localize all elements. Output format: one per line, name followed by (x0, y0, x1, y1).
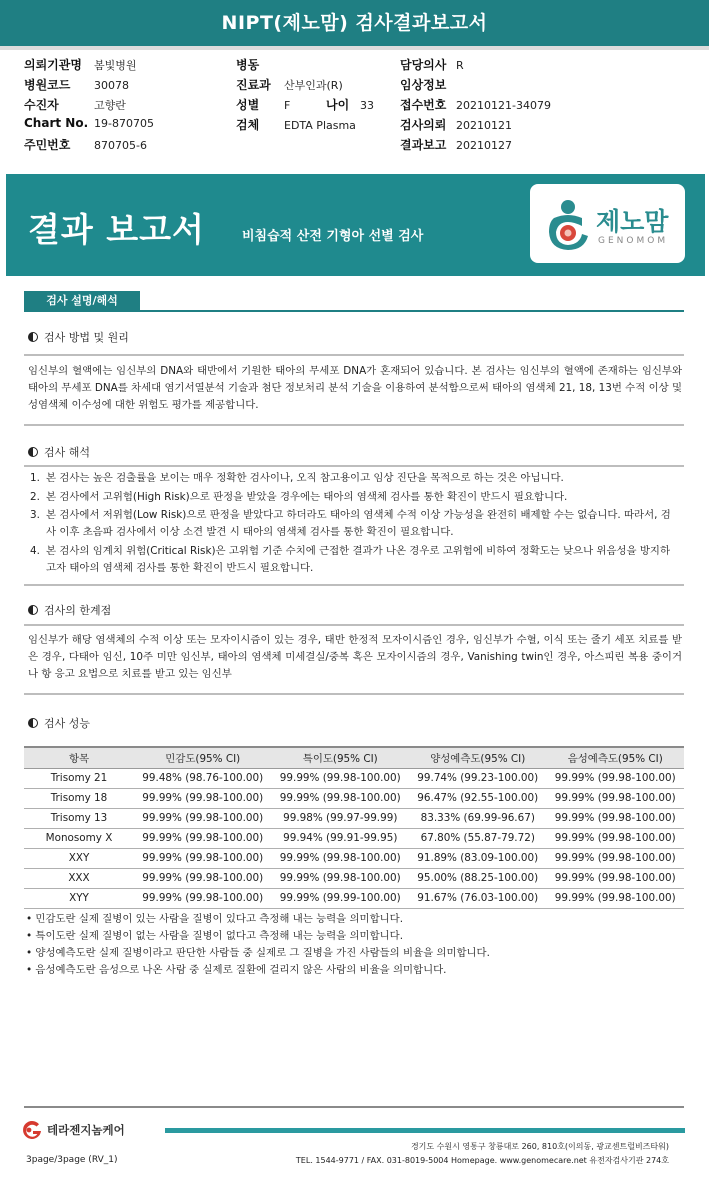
table-cell: XXX (24, 868, 134, 888)
info-label: Chart No. (24, 116, 89, 130)
column-header: 특이도(95% CI) (272, 747, 410, 768)
table-cell: 99.99% (99.98-100.00) (134, 788, 272, 808)
item-number: 2. (30, 490, 40, 503)
divider (24, 354, 684, 356)
company-name: 테라젠지놈케어 (47, 1123, 125, 1137)
section-divider (24, 310, 684, 312)
performance-notes (26, 911, 686, 979)
info-label: 성별 (236, 98, 260, 112)
list-item (30, 543, 680, 576)
company-address (296, 1140, 669, 1168)
terragen-g-icon (20, 1120, 44, 1140)
method-heading (28, 329, 129, 345)
section-tab: 검사 설명/해석 (24, 291, 140, 311)
info-value: 고향란 (94, 99, 126, 112)
table-cell: 99.99% (99.98-100.00) (547, 868, 685, 888)
table-cell: Trisomy 18 (24, 788, 134, 808)
table-row (24, 828, 684, 848)
table-row (24, 808, 684, 828)
table-cell: Trisomy 21 (24, 768, 134, 788)
address-line: 경기도 수원시 영통구 창룡대로 260, 810호(이의동, 광교센트럴비즈타워) (410, 1142, 669, 1151)
info-value: 870705-6 (94, 139, 147, 152)
info-label: 결과보고 (400, 138, 447, 152)
info-specimen (236, 116, 356, 133)
company-logo (20, 1120, 150, 1140)
table-row (24, 788, 684, 808)
table-cell: 99.98% (99.97-99.99) (272, 808, 410, 828)
table-cell: 99.99% (99.98-100.00) (547, 828, 685, 848)
info-patient (24, 96, 126, 113)
info-hospital (24, 56, 137, 73)
info-age (326, 96, 374, 113)
note-line: • 특이도란 실제 질병이 없는 사람을 질병이 없다고 측정해 내는 능력을 의미합니다. (26, 930, 403, 942)
divider (24, 584, 684, 586)
info-value: 산부인과(R) (284, 79, 343, 92)
table-cell: 83.33% (69.99-96.67) (409, 808, 547, 828)
banner-title: 결과 보고서 (28, 210, 205, 249)
info-clinical (400, 76, 456, 93)
table-cell: 99.94% (99.91-99.95) (272, 828, 410, 848)
interpretation-list (30, 470, 680, 576)
info-label: 병동 (236, 58, 260, 72)
table-cell: 99.99% (99.98-100.00) (272, 788, 410, 808)
heading-text: 검사 방법 및 원리 (44, 331, 129, 344)
item-text: 본 검사는 높은 검출률을 보이는 매우 정확한 검사이나, 오직 참고용이고 임상 진단을 목적으로 하는 것은 아닙니다. (46, 472, 564, 484)
item-text: 본 검사에서 고위험(High Risk)으로 판정을 받았을 경우에는 태아의 염색체 검사를 통한 확진이 반드시 필요합니다. (46, 490, 568, 503)
table-row (24, 768, 684, 788)
table-cell: 99.99% (99.98-100.00) (134, 828, 272, 848)
column-header: 항목 (24, 747, 134, 768)
divider (24, 693, 684, 695)
logo-text: 제노맘 (596, 207, 669, 236)
table-cell: 99.99% (99.98-100.00) (272, 848, 410, 868)
note-line: • 양성예측도란 실제 질병이라고 판단한 사람들 중 실제로 그 질병을 가진 사람들의 비율을 의미합니다. (26, 947, 490, 959)
info-hospital-code (24, 76, 129, 93)
half-circle-icon (28, 332, 38, 342)
genomom-mother-icon (544, 198, 592, 250)
info-label: 진료과 (236, 78, 271, 92)
half-circle-icon (28, 718, 38, 728)
half-circle-icon (28, 605, 38, 615)
item-text: 본 검사의 임계치 위험(Critical Risk)은 고위험 기준 수치에 근접한 결과가 나온 경우로 고위험에 비하여 정확도는 낮으나 위음성을 방지하고자 태아의 염색체 검사를 통한 확진이 반드시 필요합니다. (46, 544, 670, 574)
table-cell: 99.99% (99.98-100.00) (547, 788, 685, 808)
info-doctor (400, 56, 464, 73)
footer-divider (24, 1106, 684, 1108)
info-value: 30078 (94, 79, 129, 92)
table-row (24, 848, 684, 868)
table-cell: Trisomy 13 (24, 808, 134, 828)
contact-line: TEL. 1544-9771 / FAX. 031-8019-5004 Homepage. www.genomecare.net 유전자검사기관 274호 (295, 1156, 669, 1165)
table-cell: 67.80% (55.87-79.72) (409, 828, 547, 848)
table-cell: 91.89% (83.09-100.00) (409, 848, 547, 868)
info-label: 수진자 (24, 98, 59, 112)
list-item (30, 470, 680, 487)
performance-heading (28, 715, 90, 731)
limitations-heading (28, 602, 111, 618)
table-row (24, 868, 684, 888)
performance-table (24, 746, 684, 909)
table-cell: 99.99% (99.98-100.00) (134, 868, 272, 888)
heading-text: 검사의 한계점 (44, 604, 112, 617)
info-label: 검체 (236, 118, 260, 132)
method-text: 임신부의 혈액에는 임신부의 DNA와 태반에서 기원한 태아의 무세포 DNA가 혼재되어 있습니다. 본 검사는 임신부의 혈액에 존재하는 임신부와 태아의 무세포 DNA를 차세대 염기서열분석 기술과 첨단 정보처리 분석 기술을 이용하여 분석함으로써 태아의 염색체 21, 18, 13번 수적 이상 및 성염색체 이수성에 대한 위험도 평가를 제공합니다. (28, 365, 682, 411)
info-label: 의뢰기관명 (24, 58, 82, 72)
info-value: 19-870705 (94, 117, 154, 130)
heading-text: 검사 성능 (44, 717, 91, 730)
info-value: 20210121 (456, 119, 512, 132)
info-value: 20210127 (456, 139, 512, 152)
info-receipt-no (400, 96, 551, 113)
table-cell: 99.74% (99.23-100.00) (409, 768, 547, 788)
half-circle-icon (28, 447, 38, 457)
logo-subtext: GENOMOM (598, 236, 669, 246)
table-cell: 99.99% (99.99-100.00) (272, 888, 410, 908)
table-cell: 99.99% (99.98-100.00) (272, 868, 410, 888)
divider (24, 424, 684, 426)
info-ward (236, 56, 284, 73)
info-value: R (456, 59, 464, 72)
info-label: 나이 (326, 98, 350, 112)
limitations-text: 임신부가 해당 염색체의 수적 이상 또는 모자이시즘이 있는 경우, 태반 한정적 모자이시즘인 경우, 임신부가 수혈, 이식 또는 줄기 세포 치료를 받은 경우, 다태아 임신, 10주 미만 임신부, 태아의 염색체 미세결실/중복 혹은 모자이시즘의 경우, Vanishing twin인 경우, 아스피린 복용 중이거나 항 응고 요법으로 치료를 받고 있는 임신부 (28, 634, 682, 680)
column-header: 양성예측도(95% CI) (409, 747, 547, 768)
table-cell: XYY (24, 888, 134, 908)
info-value: 20210121-34079 (456, 99, 551, 112)
table-cell: 99.99% (99.98-100.00) (134, 848, 272, 868)
column-header: 민감도(95% CI) (134, 747, 272, 768)
page-number: 3page/3page (RV_1) (26, 1155, 118, 1165)
table-cell: 99.99% (99.98-100.00) (547, 808, 685, 828)
footer-accent-bar (165, 1128, 685, 1133)
info-value: 33 (360, 99, 374, 112)
table-cell: Monosomy X (24, 828, 134, 848)
info-label: 주민번호 (24, 138, 71, 152)
info-department (236, 76, 343, 93)
interpretation-heading (28, 444, 90, 460)
genomom-logo (530, 184, 685, 263)
table-cell: XXY (24, 848, 134, 868)
table-cell: 95.00% (88.25-100.00) (409, 868, 547, 888)
item-number: 1. (30, 472, 40, 484)
info-sex (236, 96, 290, 113)
report-title: NIPT(제노맘) 검사결과보고서 (0, 0, 709, 46)
table-cell: 99.99% (99.98-100.00) (272, 768, 410, 788)
info-report-date (400, 136, 512, 153)
info-label: 검사의뢰 (400, 118, 447, 132)
table-cell: 99.99% (99.98-100.00) (547, 768, 685, 788)
table-cell: 99.99% (99.98-100.00) (134, 888, 272, 908)
info-value: F (284, 99, 291, 112)
info-request-date (400, 116, 512, 133)
divider (24, 624, 684, 626)
list-item (30, 489, 680, 506)
result-banner (6, 174, 705, 276)
list-item (30, 507, 680, 540)
table-header-row (24, 747, 684, 768)
info-value: 봄빛병원 (94, 59, 137, 72)
info-chart-no (24, 116, 154, 130)
info-resident-no (24, 136, 147, 153)
item-text: 본 검사에서 저위험(Low Risk)으로 판정을 받았다고 하더라도 태아의 염색체 수적 이상 가능성을 완전히 배제할 수는 없습니다. 따라서, 검사 이후 초음파 검사에서 이상 소견 발견 시 태아의 염색체 검사를 통한 확진이 필요합니다. (46, 509, 671, 539)
table-cell: 99.48% (98.76-100.00) (134, 768, 272, 788)
item-number: 3. (30, 509, 40, 522)
item-number: 4. (30, 544, 40, 557)
title-divider (0, 46, 709, 50)
patient-info (0, 56, 709, 156)
note-line: • 민감도란 실제 질병이 있는 사람을 질병이 있다고 측정해 내는 능력을 의미합니다. (26, 913, 403, 925)
note-line: • 음성예측도란 음성으로 나온 사람 중 실제로 질환에 걸리지 않은 사람의 비율을 의미합니다. (26, 964, 447, 976)
table-cell: 91.67% (76.03-100.00) (409, 888, 547, 908)
table-cell: 99.99% (99.98-100.00) (547, 888, 685, 908)
banner-subtitle: 비침습적 산전 기형아 선별 검사 (242, 229, 424, 244)
info-label: 병원코드 (24, 78, 71, 92)
heading-text: 검사 해석 (44, 446, 91, 459)
info-label: 접수번호 (400, 98, 447, 112)
table-cell: 96.47% (92.55-100.00) (409, 788, 547, 808)
info-value: EDTA Plasma (284, 119, 356, 132)
divider (24, 465, 684, 467)
table-row (24, 888, 684, 908)
table-cell: 99.99% (99.98-100.00) (547, 848, 685, 868)
table-cell: 99.99% (99.98-100.00) (134, 808, 272, 828)
info-label: 담당의사 (400, 58, 447, 72)
info-label: 임상정보 (400, 78, 447, 92)
column-header: 음성예측도(95% CI) (547, 747, 685, 768)
